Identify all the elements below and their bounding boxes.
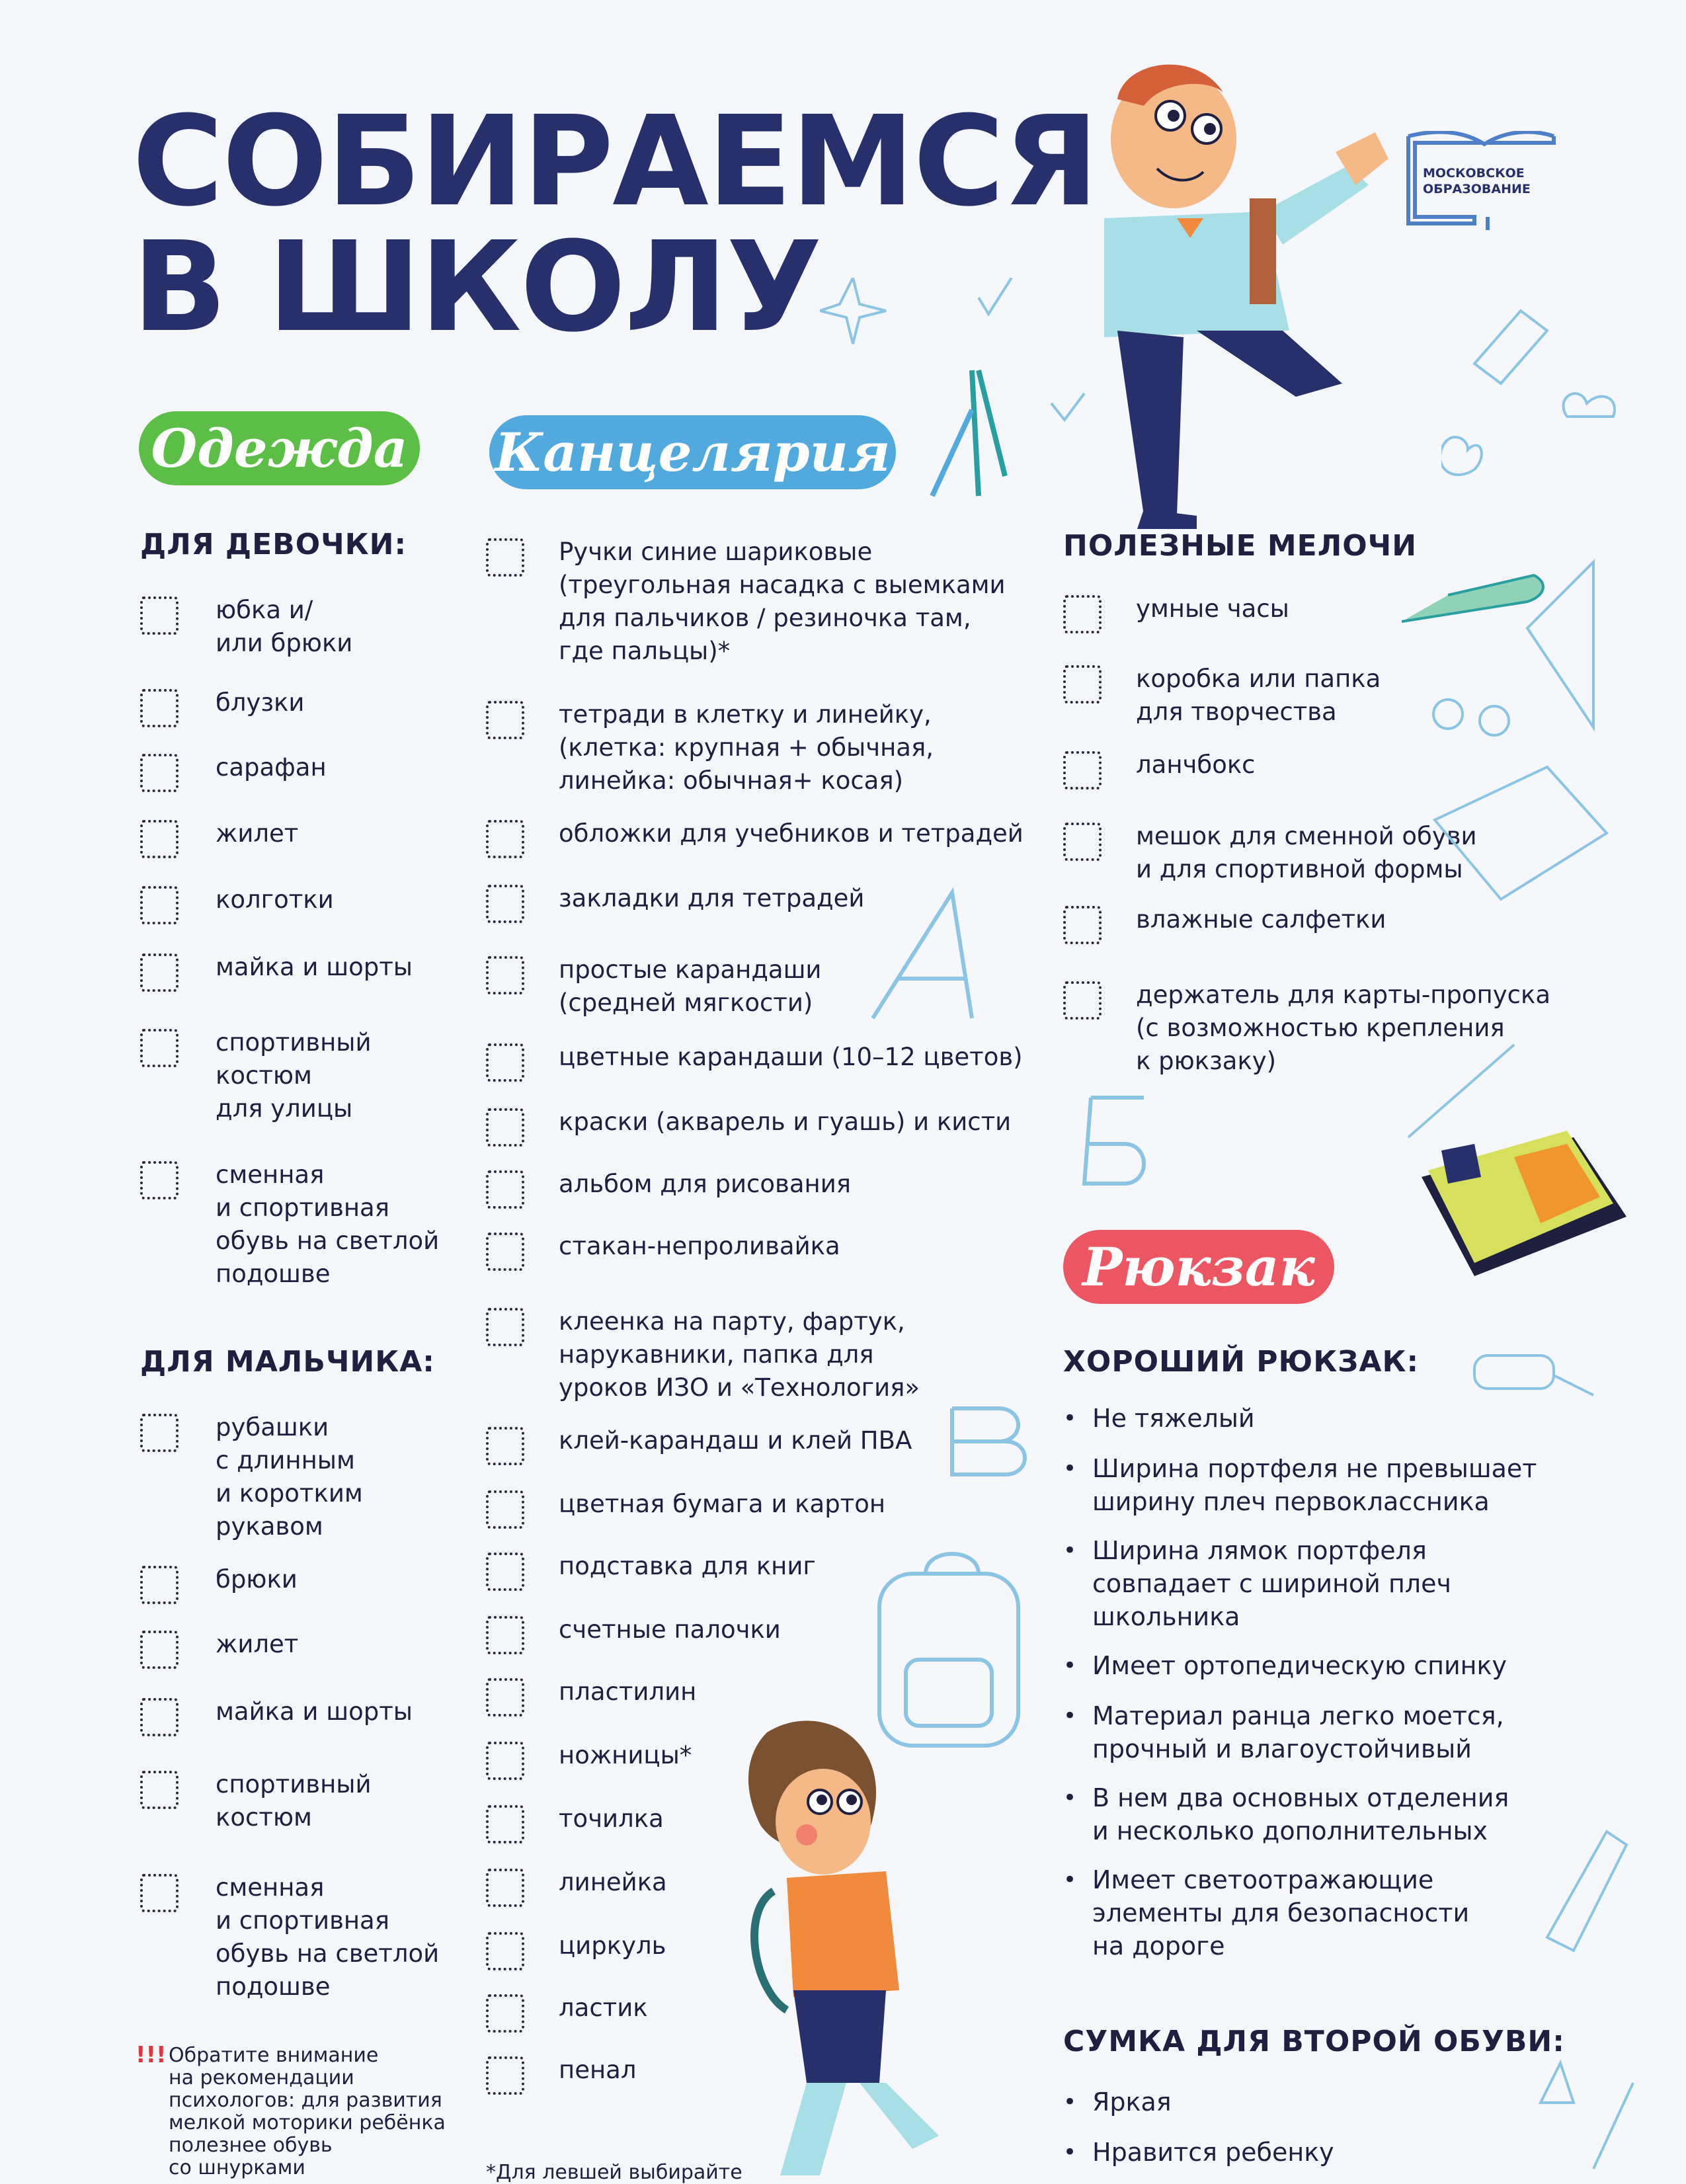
checkbox[interactable] [486,1678,524,1717]
checkbox[interactable] [486,1308,524,1346]
item-label: ланчбокс [1136,750,1256,779]
item-label: точилка [559,1804,664,1833]
bullet-text: Ширина лямок портфеля совпадает с шириной плеч школьника [1092,1536,1451,1631]
checkbox[interactable] [140,1698,179,1736]
item-label: циркуль [559,1931,666,1960]
checklist-item[interactable] [140,1566,454,1604]
bullet-dot: • [1063,1652,1077,1679]
bullet-text: Ширина портфеля не превышает ширину плеч первоклассника [1092,1454,1537,1516]
checkbox[interactable] [486,1994,524,2033]
checklist-item[interactable] [1063,665,1414,729]
section-clothes-pill: Одежда [139,411,420,485]
moscow-education-logo [1402,131,1560,230]
item-label: спортивный костюм [216,1770,372,1832]
bullet-dot: • [1063,2139,1077,2165]
checkbox[interactable] [1063,665,1102,704]
item-label: клеенка на парту, фартук, нарукавники, папка для уроков ИЗО и «Технология» [559,1307,920,1402]
checkbox[interactable] [486,1932,524,1970]
checklist-item[interactable] [140,820,454,858]
checklist-item[interactable] [140,1874,454,2003]
checklist-item[interactable] [140,1161,454,1291]
checkbox[interactable] [486,538,524,577]
checklist-item[interactable] [486,1308,1048,1404]
item-label: счетные палочки [559,1615,781,1644]
misc-heading: ПОЛЕЗНЫЕ МЕЛОЧИ [1063,529,1418,563]
bullet-dot: • [1063,1405,1077,1432]
item-label: жилет [216,1630,299,1658]
item-label: цветная бумага и картон [559,1490,886,1518]
checkbox[interactable] [486,1043,524,1082]
checklist-item[interactable] [140,1771,454,1834]
letter-a-sketch [860,886,1005,1031]
item-label: сарафан [216,753,327,782]
bullet-dot: • [1063,1537,1077,1564]
bullet-text: Имеет светоотражающие элементы для безопасности на дороге [1092,1865,1470,1961]
item-label: подставка для книг [559,1552,816,1580]
item-label: жилет [216,819,299,848]
checkbox[interactable] [140,953,179,992]
checkbox[interactable] [1063,823,1102,861]
bullet-dot: • [1063,1785,1077,1811]
checkbox[interactable] [486,1108,524,1147]
letter-v-sketch [945,1402,1045,1481]
checkbox[interactable] [486,885,524,923]
checkbox[interactable] [140,1874,179,1912]
checkbox[interactable] [486,1427,524,1465]
item-label: ножницы* [559,1741,692,1769]
bullet-item [1063,1649,1555,1682]
checkbox[interactable] [486,1233,524,1271]
item-label: стакан-непроливайка [559,1232,840,1260]
checkbox[interactable] [140,754,179,792]
checklist-item[interactable] [486,820,1048,858]
checkbox[interactable] [486,956,524,994]
girl-heading: ДЛЯ ДЕВОЧКИ: [140,528,407,561]
checkbox[interactable] [140,1566,179,1604]
bullet-dot: • [1063,1455,1077,1482]
item-label: мешок для сменной обуви и для спортивной формы [1136,822,1477,883]
bullet-item [1063,1863,1555,1962]
bullet-item [1063,1699,1555,1765]
checklist-item[interactable] [140,953,454,992]
checklist-item[interactable] [486,1170,1048,1209]
item-label: линейка [559,1868,667,1896]
item-label: клей-карандаш и клей ПВА [559,1426,912,1455]
item-label: коробка или папка для творчества [1136,665,1381,726]
item-label: Ручки синие шариковые (треугольная насадка с выемками для пальчиков / резиночка там, где пальцы)* [559,538,1006,665]
bullet-item [1063,2136,1555,2169]
checkbox[interactable] [140,596,179,635]
checklist-item[interactable] [486,1490,1048,1529]
checkbox[interactable] [140,1161,179,1199]
checklist-item[interactable] [140,596,454,660]
title-line-2: В ШКОЛУ [132,215,821,360]
checklist-item[interactable] [486,538,1048,668]
girl-character-illustration [688,1713,965,2182]
item-label: колготки [216,885,334,914]
bullet-dot: • [1063,2089,1077,2115]
bullet-text: Не тяжелый [1092,1404,1255,1433]
item-label: ластик [559,1994,648,2022]
checkbox[interactable] [486,1869,524,1907]
item-label: закладки для тетрадей [559,884,865,912]
checklist-item[interactable] [486,701,1048,797]
bullet-text: В нем два основных отделения и несколько дополнительных [1092,1783,1509,1845]
item-label: тетради в клетку и линейку, (клетка: крупная + обычная, линейка: обычная+ косая) [559,700,934,795]
title-line-1: СОБИРАЕМСЯ [132,89,1098,234]
bullet-item [1063,1534,1555,1633]
checkbox[interactable] [486,1490,524,1529]
checkbox[interactable] [486,1553,524,1591]
checklist-item[interactable] [486,1233,1048,1271]
bullet-item [1063,1781,1555,1847]
logo-line-1: МОСКОВСКОЕ [1423,166,1525,181]
item-label: майка и шорты [216,1697,413,1726]
checklist-item[interactable] [140,754,454,792]
item-label: пластилин [559,1678,697,1706]
checkbox[interactable] [140,1771,179,1809]
footnote: *Для левшей выбирайте [486,2161,743,2184]
item-label: краски (акварель и гуашь) и кисти [559,1108,1012,1136]
book-illustration [1415,1124,1633,1296]
checkbox[interactable] [486,1742,524,1780]
logo-text [1423,165,1531,197]
item-label: сменная и спортивная обувь на светлой подошве [216,1873,440,2001]
item-label: цветные карандаши (10–12 цветов) [559,1043,1023,1071]
checkbox[interactable] [1063,751,1102,789]
backpack-heading: ХОРОШИЙ РЮКЗАК: [1063,1345,1420,1379]
item-label: блузки [216,688,305,717]
item-label: пенал [559,2056,637,2084]
bullet-text: Нравится ребенку [1092,2138,1334,2167]
checklist-item[interactable] [140,1414,454,1543]
item-label: альбом для рисования [559,1170,851,1198]
checklist-item[interactable] [140,886,454,924]
checkbox[interactable] [1063,595,1102,633]
shoebag-heading: СУМКА ДЛЯ ВТОРОЙ ОБУВИ: [1063,2025,1565,2058]
attention-mark: !!! [136,2042,167,2068]
pencil-cloud-sketch [1441,291,1640,489]
bullet-text: Материал ранца легко моется, прочный и влагоустойчивый [1092,1701,1504,1763]
checkbox[interactable] [140,1631,179,1669]
boy-heading: ДЛЯ МАЛЬЧИКА: [140,1345,435,1379]
key-sketch [1468,1349,1600,1408]
checklist-item[interactable] [486,1108,1048,1147]
checklist-item[interactable] [486,1043,1048,1082]
item-label: держатель для карты-пропуска (с возможностью крепления к рюкзаку) [1136,981,1551,1075]
item-label: влажные салфетки [1136,905,1386,934]
checklist-item[interactable] [140,1029,454,1125]
section-backpack-pill: Рюкзак [1063,1230,1334,1304]
checkbox[interactable] [486,1616,524,1654]
item-label: брюки [216,1565,298,1594]
item-label: сменная и спортивная обувь на светлой подошве [216,1160,440,1288]
item-label: спортивный костюм для улицы [216,1028,372,1123]
checkbox[interactable] [140,820,179,858]
checklist-item[interactable] [140,1698,454,1736]
section-stationery-pill: Канцелярия [489,415,896,489]
bullet-text: Имеет ортопедическую спинку [1092,1651,1507,1680]
checkbox[interactable] [486,2056,524,2095]
bullet-dot: • [1063,1867,1077,1893]
checkbox[interactable] [140,689,179,727]
item-label: майка и шорты [216,953,413,981]
checkbox[interactable] [486,701,524,739]
checkbox[interactable] [486,1170,524,1209]
item-label: юбка и/ или брюки [216,596,353,657]
item-label: рубашки с длинным и коротким рукавом [216,1413,363,1541]
checkbox[interactable] [486,820,524,858]
item-label: простые карандаши (средней мягкости) [559,955,822,1017]
checkbox[interactable] [140,1029,179,1067]
checklist-item[interactable] [140,1631,454,1669]
bullet-item [1063,1452,1555,1518]
right-side-sketches [1395,555,1620,1151]
checkbox[interactable] [1063,981,1102,1020]
item-label: умные часы [1136,594,1289,623]
checklist-item[interactable] [140,689,454,727]
logo-line-2: ОБРАЗОВАНИЕ [1423,182,1531,196]
letter-b-sketch [1071,1091,1164,1190]
psychologist-note: Обратите внимание на рекомендации психологов: для развития мелкой моторики ребёнка полезнее обувь со шнурками [169,2044,446,2179]
sketch-doodles-top [820,278,1150,529]
checkbox[interactable] [140,1414,179,1452]
checkbox[interactable] [486,1805,524,1843]
checkbox[interactable] [1063,906,1102,944]
checkbox[interactable] [140,886,179,924]
bottom-right-sketches [1521,1812,1653,2182]
bullet-dot: • [1063,1703,1077,1729]
bullet-item [1063,2085,1555,2119]
item-label: обложки для учебников и тетрадей [559,819,1024,848]
bullet-text: Яркая [1092,2087,1172,2117]
